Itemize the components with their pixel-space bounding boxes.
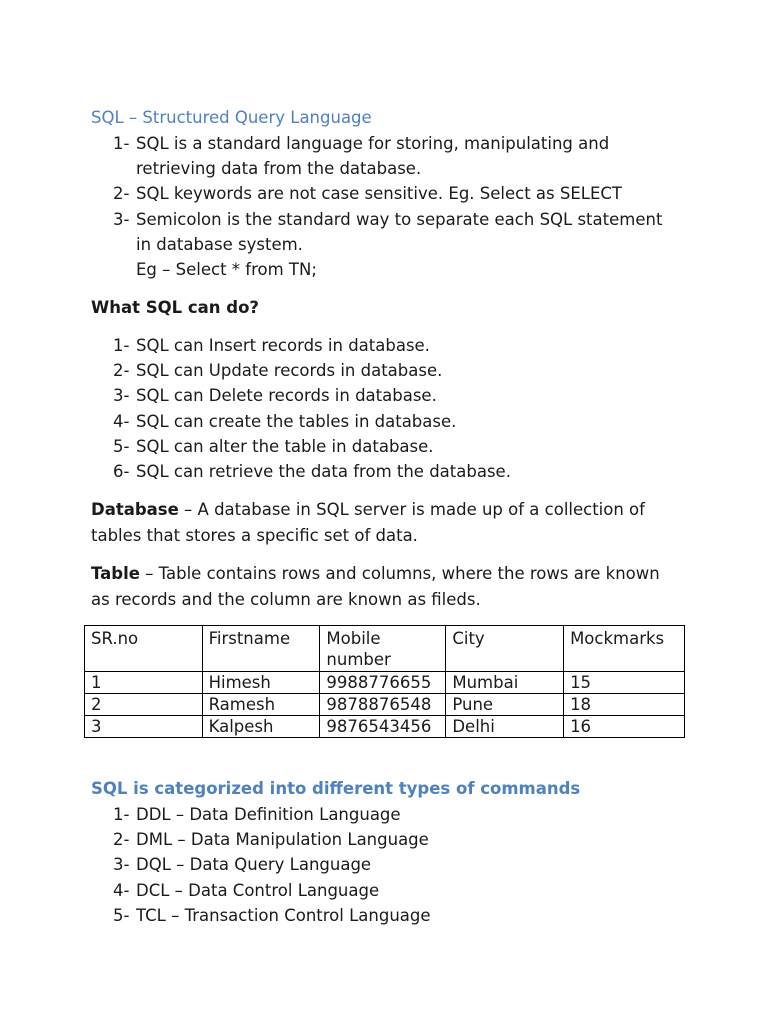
- table-cell: 15: [564, 672, 685, 694]
- list-item: [0, 333, 676, 358]
- list-text: SQL can Insert records in database.: [136, 336, 430, 355]
- list-number: 2-: [113, 184, 130, 204]
- table-row: [85, 672, 685, 694]
- table-cell: Mumbai: [446, 672, 564, 694]
- list-item: [0, 903, 676, 928]
- table-header-row: [85, 626, 685, 672]
- list-item-example: [0, 257, 676, 282]
- section-title-capabilities: What SQL can do?: [91, 298, 260, 317]
- section-title-commands: SQL is categorized into different types of commands: [91, 779, 581, 798]
- capabilities-list: [0, 333, 676, 484]
- list-item: [0, 827, 676, 852]
- list-text: DDL – Data Definition Language: [136, 805, 401, 824]
- table-cell: 18: [564, 694, 685, 716]
- table-row: [85, 694, 685, 716]
- table-cell: Ramesh: [202, 694, 320, 716]
- table-row: [85, 716, 685, 738]
- header-cell: Mockmarks: [564, 626, 685, 672]
- intro-list: [0, 131, 676, 282]
- list-item: [0, 181, 676, 206]
- list-item: [0, 802, 676, 827]
- list-item: [0, 434, 676, 459]
- list-item: [0, 878, 676, 903]
- table-cell: Pune: [446, 694, 564, 716]
- table-cell: 9988776655: [320, 672, 446, 694]
- list-number: 1-: [113, 336, 130, 355]
- list-number: 3-: [113, 209, 130, 229]
- list-number: 5-: [113, 436, 130, 456]
- list-number: 2-: [113, 830, 130, 850]
- list-item: [0, 852, 676, 877]
- list-number: 4-: [113, 880, 130, 900]
- list-number: 5-: [113, 905, 130, 925]
- list-text: DML – Data Manipulation Language: [136, 830, 429, 850]
- list-text: TCL – Transaction Control Language: [136, 905, 431, 925]
- list-item: [0, 409, 676, 434]
- list-text: DQL – Data Query Language: [136, 855, 372, 875]
- list-number: 1-: [113, 134, 130, 153]
- database-term: Database: [91, 500, 179, 519]
- list-number: 6-: [113, 462, 130, 482]
- header-cell: City: [446, 626, 564, 672]
- list-number: 1-: [113, 805, 130, 824]
- table-cell: 3: [85, 716, 203, 738]
- list-text: SQL can Update records in database.: [136, 361, 443, 381]
- table-cell: 9876543456: [320, 716, 446, 738]
- header-cell: SR.no: [85, 626, 203, 672]
- list-number: 3-: [113, 386, 130, 406]
- table-cell: 1: [85, 672, 203, 694]
- list-text: Semicolon is the standard way to separate each SQL statement in database system.: [136, 209, 663, 254]
- table-cell: Kalpesh: [202, 716, 320, 738]
- list-number: 3-: [113, 855, 130, 875]
- list-text: SQL can create the tables in database.: [136, 411, 457, 431]
- list-item: [0, 207, 676, 257]
- table-cell: Himesh: [202, 672, 320, 694]
- list-item: [0, 383, 676, 408]
- header-cell: Mobile number: [320, 626, 446, 672]
- table-term: Table: [91, 564, 140, 583]
- list-text: SQL can Delete records in database.: [136, 386, 437, 406]
- list-text: DCL – Data Control Language: [136, 880, 380, 900]
- list-number: 2-: [113, 361, 130, 381]
- table-cell: 9878876548: [320, 694, 446, 716]
- list-text: SQL can retrieve the data from the database.: [136, 462, 511, 482]
- database-text: – A database in SQL server is made up of a collection of tables that stores a specific set of data.: [91, 500, 645, 545]
- example-table: [84, 625, 685, 738]
- database-definition: [91, 497, 681, 549]
- example-text: Eg – Select * from TN;: [136, 260, 317, 280]
- table-cell: 2: [85, 694, 203, 716]
- table-cell: Delhi: [446, 716, 564, 738]
- table-text: – Table contains rows and columns, where the rows are known as records and the column are known as fileds.: [91, 564, 660, 609]
- list-number: 4-: [113, 411, 130, 431]
- list-text: SQL can alter the table in database.: [136, 436, 434, 456]
- list-item: [0, 131, 676, 181]
- list-text: SQL is a standard language for storing, manipulating and retrieving data from the database.: [136, 134, 610, 179]
- section-title-sql: SQL – Structured Query Language: [91, 108, 372, 127]
- table-definition: [91, 561, 681, 613]
- table-cell: 16: [564, 716, 685, 738]
- list-item: [0, 459, 676, 484]
- commands-list: [0, 802, 676, 928]
- list-item: [0, 358, 676, 383]
- header-cell: Firstname: [202, 626, 320, 672]
- list-text: SQL keywords are not case sensitive. Eg. Select as SELECT: [136, 184, 623, 204]
